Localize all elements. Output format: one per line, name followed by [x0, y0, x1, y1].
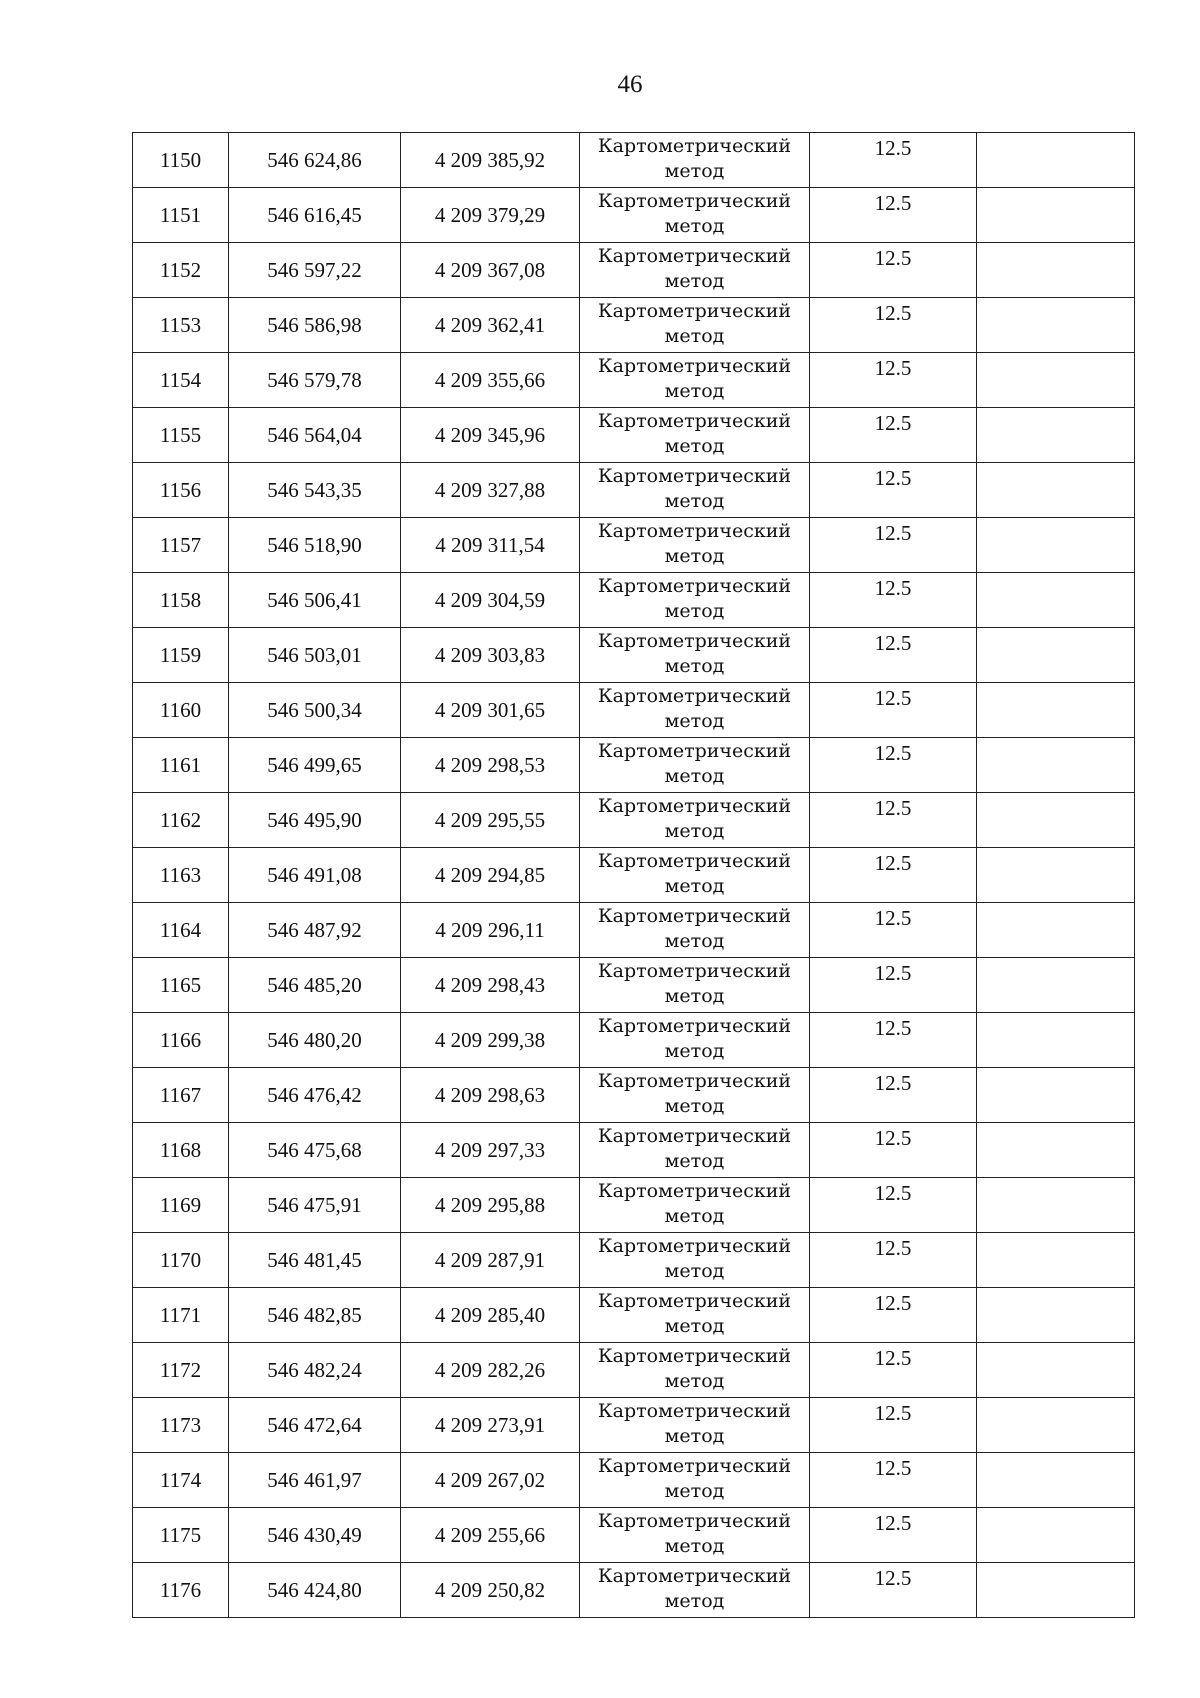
y-coordinate-cell: 4 209 273,91: [401, 1398, 580, 1453]
table-row: [133, 408, 1135, 463]
point-number-cell: 1157: [133, 518, 229, 573]
y-coordinate-cell: 4 209 267,02: [401, 1453, 580, 1508]
point-number-cell: 1165: [133, 958, 229, 1013]
point-number-cell: 1172: [133, 1343, 229, 1398]
method-line-1: Картометрический: [597, 1565, 792, 1587]
point-number-cell: 1163: [133, 848, 229, 903]
point-number-cell: 1151: [133, 188, 229, 243]
method-cell: [580, 1178, 810, 1233]
note-cell: [977, 1508, 1135, 1563]
method-line-1: Картометрический: [597, 245, 792, 267]
note-cell: [977, 518, 1135, 573]
table-row: [133, 353, 1135, 408]
x-coordinate-cell: 546 461,97: [229, 1453, 401, 1508]
accuracy-cell: 12.5: [810, 848, 977, 903]
point-number-cell: 1154: [133, 353, 229, 408]
accuracy-cell: 12.5: [810, 463, 977, 518]
method-line-1: Картометрический: [597, 1345, 792, 1367]
y-coordinate-cell: 4 209 294,85: [401, 848, 580, 903]
method-line-2: метод: [664, 1480, 725, 1502]
x-coordinate-cell: 546 503,01: [229, 628, 401, 683]
note-cell: [977, 1453, 1135, 1508]
note-cell: [977, 903, 1135, 958]
method-line-2: метод: [664, 1370, 725, 1392]
x-coordinate-cell: 546 476,42: [229, 1068, 401, 1123]
y-coordinate-cell: 4 209 355,66: [401, 353, 580, 408]
x-coordinate-cell: 546 499,65: [229, 738, 401, 793]
x-coordinate-cell: 546 430,49: [229, 1508, 401, 1563]
accuracy-cell: 12.5: [810, 1398, 977, 1453]
note-cell: [977, 958, 1135, 1013]
method-line-2: метод: [664, 655, 725, 677]
method-cell: [580, 1233, 810, 1288]
coordinates-table: [132, 132, 1135, 1618]
method-cell: [580, 298, 810, 353]
table-row: [133, 1508, 1135, 1563]
method-cell: [580, 1068, 810, 1123]
table-row: [133, 848, 1135, 903]
accuracy-cell: 12.5: [810, 243, 977, 298]
y-coordinate-cell: 4 209 295,88: [401, 1178, 580, 1233]
method-line-1: Картометрический: [597, 850, 792, 872]
table-row: [133, 298, 1135, 353]
table-row: [133, 133, 1135, 188]
point-number-cell: 1150: [133, 133, 229, 188]
method-line-1: Картометрический: [597, 905, 792, 927]
point-number-cell: 1175: [133, 1508, 229, 1563]
method-line-2: метод: [664, 215, 725, 237]
x-coordinate-cell: 546 506,41: [229, 573, 401, 628]
point-number-cell: 1155: [133, 408, 229, 463]
point-number-cell: 1159: [133, 628, 229, 683]
point-number-cell: 1171: [133, 1288, 229, 1343]
method-line-1: Картометрический: [597, 1455, 792, 1477]
note-cell: [977, 628, 1135, 683]
table-row: [133, 958, 1135, 1013]
x-coordinate-cell: 546 518,90: [229, 518, 401, 573]
note-cell: [977, 1178, 1135, 1233]
method-cell: [580, 903, 810, 958]
method-line-1: Картометрический: [597, 410, 792, 432]
method-cell: [580, 1288, 810, 1343]
method-line-1: Картометрический: [597, 1070, 792, 1092]
y-coordinate-cell: 4 209 303,83: [401, 628, 580, 683]
y-coordinate-cell: 4 209 250,82: [401, 1563, 580, 1618]
y-coordinate-cell: 4 209 379,29: [401, 188, 580, 243]
note-cell: [977, 353, 1135, 408]
note-cell: [977, 573, 1135, 628]
method-cell: [580, 738, 810, 793]
point-number-cell: 1158: [133, 573, 229, 628]
accuracy-cell: 12.5: [810, 1233, 977, 1288]
method-cell: [580, 958, 810, 1013]
point-number-cell: 1166: [133, 1013, 229, 1068]
method-line-1: Картометрический: [597, 685, 792, 707]
table-body: [133, 133, 1135, 1618]
method-cell: [580, 1123, 810, 1178]
method-line-2: метод: [664, 820, 725, 842]
y-coordinate-cell: 4 209 282,26: [401, 1343, 580, 1398]
y-coordinate-cell: 4 209 297,33: [401, 1123, 580, 1178]
note-cell: [977, 1013, 1135, 1068]
method-cell: [580, 1398, 810, 1453]
method-line-2: метод: [664, 985, 725, 1007]
method-line-2: метод: [664, 710, 725, 732]
method-cell: [580, 243, 810, 298]
x-coordinate-cell: 546 564,04: [229, 408, 401, 463]
table-row: [133, 793, 1135, 848]
method-cell: [580, 353, 810, 408]
point-number-cell: 1176: [133, 1563, 229, 1618]
method-cell: [580, 188, 810, 243]
method-line-1: Картометрический: [597, 960, 792, 982]
method-line-2: метод: [664, 600, 725, 622]
accuracy-cell: 12.5: [810, 1068, 977, 1123]
point-number-cell: 1156: [133, 463, 229, 518]
x-coordinate-cell: 546 475,91: [229, 1178, 401, 1233]
x-coordinate-cell: 546 482,85: [229, 1288, 401, 1343]
y-coordinate-cell: 4 209 255,66: [401, 1508, 580, 1563]
y-coordinate-cell: 4 209 367,08: [401, 243, 580, 298]
method-cell: [580, 628, 810, 683]
note-cell: [977, 793, 1135, 848]
table-row: [133, 1398, 1135, 1453]
table-row: [133, 1068, 1135, 1123]
point-number-cell: 1161: [133, 738, 229, 793]
accuracy-cell: 12.5: [810, 958, 977, 1013]
method-cell: [580, 518, 810, 573]
method-cell: [580, 1508, 810, 1563]
method-line-1: Картометрический: [597, 520, 792, 542]
accuracy-cell: 12.5: [810, 518, 977, 573]
accuracy-cell: 12.5: [810, 188, 977, 243]
method-line-1: Картометрический: [597, 740, 792, 762]
note-cell: [977, 298, 1135, 353]
x-coordinate-cell: 546 424,80: [229, 1563, 401, 1618]
method-line-1: Картометрический: [597, 300, 792, 322]
y-coordinate-cell: 4 209 285,40: [401, 1288, 580, 1343]
method-line-2: метод: [664, 380, 725, 402]
accuracy-cell: 12.5: [810, 738, 977, 793]
method-cell: [580, 133, 810, 188]
table-row: [133, 1013, 1135, 1068]
table-row: [133, 463, 1135, 518]
method-line-2: метод: [664, 1535, 725, 1557]
note-cell: [977, 243, 1135, 298]
accuracy-cell: 12.5: [810, 628, 977, 683]
note-cell: [977, 1398, 1135, 1453]
x-coordinate-cell: 546 472,64: [229, 1398, 401, 1453]
point-number-cell: 1153: [133, 298, 229, 353]
x-coordinate-cell: 546 491,08: [229, 848, 401, 903]
table-row: [133, 1343, 1135, 1398]
method-line-2: метод: [664, 1260, 725, 1282]
method-cell: [580, 1013, 810, 1068]
x-coordinate-cell: 546 543,35: [229, 463, 401, 518]
accuracy-cell: 12.5: [810, 683, 977, 738]
method-cell: [580, 573, 810, 628]
point-number-cell: 1162: [133, 793, 229, 848]
method-cell: [580, 793, 810, 848]
y-coordinate-cell: 4 209 296,11: [401, 903, 580, 958]
method-line-2: метод: [664, 545, 725, 567]
method-line-1: Картометрический: [597, 190, 792, 212]
note-cell: [977, 1288, 1135, 1343]
accuracy-cell: 12.5: [810, 1013, 977, 1068]
method-line-1: Картометрический: [597, 795, 792, 817]
accuracy-cell: 12.5: [810, 1508, 977, 1563]
note-cell: [977, 738, 1135, 793]
table-row: [133, 1233, 1135, 1288]
method-line-2: метод: [664, 1425, 725, 1447]
x-coordinate-cell: 546 597,22: [229, 243, 401, 298]
table-row: [133, 628, 1135, 683]
note-cell: [977, 133, 1135, 188]
x-coordinate-cell: 546 586,98: [229, 298, 401, 353]
x-coordinate-cell: 546 481,45: [229, 1233, 401, 1288]
y-coordinate-cell: 4 209 345,96: [401, 408, 580, 463]
y-coordinate-cell: 4 209 298,63: [401, 1068, 580, 1123]
method-line-1: Картометрический: [597, 465, 792, 487]
point-number-cell: 1174: [133, 1453, 229, 1508]
note-cell: [977, 683, 1135, 738]
method-cell: [580, 463, 810, 518]
note-cell: [977, 1233, 1135, 1288]
method-line-2: метод: [664, 1315, 725, 1337]
x-coordinate-cell: 546 485,20: [229, 958, 401, 1013]
method-cell: [580, 408, 810, 463]
table-row: [133, 683, 1135, 738]
method-line-1: Картометрический: [597, 630, 792, 652]
method-line-2: метод: [664, 1150, 725, 1172]
point-number-cell: 1160: [133, 683, 229, 738]
method-cell: [580, 1453, 810, 1508]
accuracy-cell: 12.5: [810, 1343, 977, 1398]
table-row: [133, 903, 1135, 958]
accuracy-cell: 12.5: [810, 1123, 977, 1178]
method-line-1: Картометрический: [597, 355, 792, 377]
method-line-2: метод: [664, 1095, 725, 1117]
point-number-cell: 1164: [133, 903, 229, 958]
method-line-2: метод: [664, 490, 725, 512]
table-row: [133, 518, 1135, 573]
y-coordinate-cell: 4 209 298,43: [401, 958, 580, 1013]
y-coordinate-cell: 4 209 311,54: [401, 518, 580, 573]
note-cell: [977, 463, 1135, 518]
y-coordinate-cell: 4 209 385,92: [401, 133, 580, 188]
note-cell: [977, 188, 1135, 243]
method-line-1: Картометрический: [597, 1235, 792, 1257]
table-row: [133, 1178, 1135, 1233]
point-number-cell: 1167: [133, 1068, 229, 1123]
accuracy-cell: 12.5: [810, 298, 977, 353]
y-coordinate-cell: 4 209 301,65: [401, 683, 580, 738]
point-number-cell: 1169: [133, 1178, 229, 1233]
table-row: [133, 188, 1135, 243]
x-coordinate-cell: 546 475,68: [229, 1123, 401, 1178]
table-row: [133, 738, 1135, 793]
x-coordinate-cell: 546 579,78: [229, 353, 401, 408]
x-coordinate-cell: 546 624,86: [229, 133, 401, 188]
method-line-2: метод: [664, 160, 725, 182]
table-row: [133, 243, 1135, 298]
note-cell: [977, 1068, 1135, 1123]
y-coordinate-cell: 4 209 362,41: [401, 298, 580, 353]
note-cell: [977, 408, 1135, 463]
y-coordinate-cell: 4 209 298,53: [401, 738, 580, 793]
method-line-1: Картометрический: [597, 135, 792, 157]
method-cell: [580, 683, 810, 738]
method-cell: [580, 1343, 810, 1398]
method-line-2: метод: [664, 930, 725, 952]
x-coordinate-cell: 546 495,90: [229, 793, 401, 848]
method-line-2: метод: [664, 1040, 725, 1062]
y-coordinate-cell: 4 209 299,38: [401, 1013, 580, 1068]
method-line-2: метод: [664, 435, 725, 457]
accuracy-cell: 12.5: [810, 903, 977, 958]
method-line-1: Картометрический: [597, 575, 792, 597]
table-row: [133, 1453, 1135, 1508]
method-line-2: метод: [664, 1590, 725, 1612]
accuracy-cell: 12.5: [810, 1178, 977, 1233]
x-coordinate-cell: 546 480,20: [229, 1013, 401, 1068]
method-cell: [580, 1563, 810, 1618]
page-number: 46: [617, 71, 643, 98]
accuracy-cell: 12.5: [810, 353, 977, 408]
table-row: [133, 1288, 1135, 1343]
method-line-2: метод: [664, 325, 725, 347]
method-line-1: Картометрический: [597, 1400, 792, 1422]
accuracy-cell: 12.5: [810, 573, 977, 628]
point-number-cell: 1170: [133, 1233, 229, 1288]
method-line-2: метод: [664, 1205, 725, 1227]
table-row: [133, 1563, 1135, 1618]
y-coordinate-cell: 4 209 304,59: [401, 573, 580, 628]
method-line-1: Картометрический: [597, 1510, 792, 1532]
method-line-1: Картометрический: [597, 1125, 792, 1147]
method-line-1: Картометрический: [597, 1180, 792, 1202]
accuracy-cell: 12.5: [810, 1453, 977, 1508]
table-row: [133, 573, 1135, 628]
method-line-1: Картометрический: [597, 1290, 792, 1312]
accuracy-cell: 12.5: [810, 408, 977, 463]
x-coordinate-cell: 546 616,45: [229, 188, 401, 243]
x-coordinate-cell: 546 500,34: [229, 683, 401, 738]
method-line-2: метод: [664, 875, 725, 897]
method-cell: [580, 848, 810, 903]
table-row: [133, 1123, 1135, 1178]
note-cell: [977, 848, 1135, 903]
method-line-2: метод: [664, 270, 725, 292]
x-coordinate-cell: 546 482,24: [229, 1343, 401, 1398]
y-coordinate-cell: 4 209 287,91: [401, 1233, 580, 1288]
y-coordinate-cell: 4 209 327,88: [401, 463, 580, 518]
accuracy-cell: 12.5: [810, 133, 977, 188]
method-line-1: Картометрический: [597, 1015, 792, 1037]
point-number-cell: 1168: [133, 1123, 229, 1178]
accuracy-cell: 12.5: [810, 1563, 977, 1618]
note-cell: [977, 1563, 1135, 1618]
note-cell: [977, 1123, 1135, 1178]
accuracy-cell: 12.5: [810, 1288, 977, 1343]
note-cell: [977, 1343, 1135, 1398]
point-number-cell: 1173: [133, 1398, 229, 1453]
accuracy-cell: 12.5: [810, 793, 977, 848]
method-line-2: метод: [664, 765, 725, 787]
y-coordinate-cell: 4 209 295,55: [401, 793, 580, 848]
point-number-cell: 1152: [133, 243, 229, 298]
x-coordinate-cell: 546 487,92: [229, 903, 401, 958]
